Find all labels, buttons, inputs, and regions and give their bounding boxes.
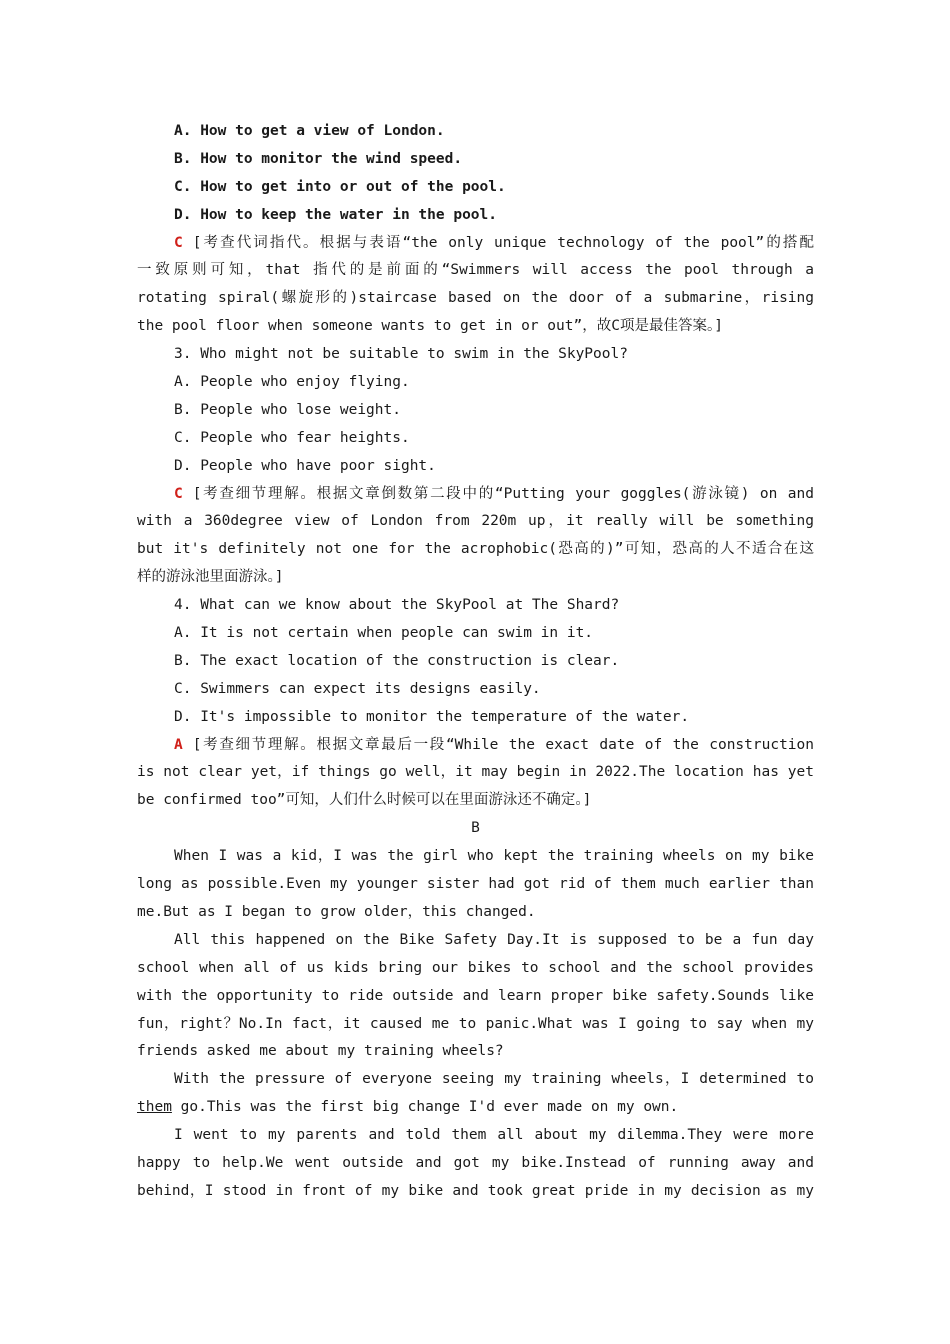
q2-answer-line-3: rotating spiral(螺旋形的)staircase based on the door of a submarine，rising [137, 290, 814, 307]
q2-option-d: D. How to keep the water in the pool. [174, 206, 498, 223]
passage-p1-line-1: When I was a kid，I was the girl who kept the training wheels on my bike [174, 848, 814, 865]
passage-p2-line-5: friends asked me about my training wheels? [137, 1043, 504, 1060]
q4-answer-line-1 [137, 732, 814, 760]
document-page [137, 118, 814, 1206]
q2-answer-line-2: 一致原则可知，that 指代的是前面的“Swimmers will access the pool through a [137, 262, 814, 279]
q4-option-d: D. It's impossible to monitor the temperature of the water. [174, 708, 690, 725]
q3-option-c: C. People who fear heights. [174, 429, 410, 446]
section-b-heading: B [471, 820, 480, 837]
q3-option-b: B. People who lose weight. [174, 401, 401, 418]
passage-p1-line-3: me.But as I began to grow older，this changed. [137, 903, 536, 920]
passage-p4-line-3: behind，I stood in front of my bike and took great pride in my decision as my [137, 1182, 814, 1199]
q2-option-b: B. How to monitor the wind speed. [174, 150, 463, 167]
passage-p3-line-2-rest: go.This was the first big change I'd ever made on my own. [171, 1099, 679, 1116]
passage-p1-line-2: long as possible.Even my younger sister had got rid of them much earlier than [137, 876, 814, 893]
q4-answer-letter: A [174, 736, 183, 753]
q3-answer-line-2: with a 360degree view of London from 220m up，it really will be something [137, 513, 814, 530]
q2-answer-line-4: the pool floor when someone wants to get in or out”，故C项是最佳答案。] [137, 318, 723, 335]
q3-option-a: A. People who enjoy flying. [174, 374, 410, 391]
passage-p2-line-4: fun，right？No.In fact，it caused me to panic.What was I going to say when my [137, 1015, 814, 1032]
q4-answer-text: [考查细节理解。根据文章最后一段“While the exact date of the construction [192, 736, 814, 753]
passage-p2-line-2: school when all of us kids bring our bikes to school and the school provides [137, 959, 814, 976]
q2-answer-text: [考查代词指代。根据与表语“the only unique technology of the pool”的搭配 [192, 234, 814, 251]
q2-answer-letter: C [174, 234, 183, 251]
passage-p4-line-1: I went to my parents and told them all about my dilemma.They were more [174, 1127, 814, 1144]
q2-option-c: C. How to get into or out of the pool. [174, 178, 506, 195]
q4-question: 4. What can we know about the SkyPool at The Shard? [174, 597, 620, 614]
q4-answer-line-3: be confirmed too”可知，人们什么时候可以在里面游泳还不确定。] [137, 792, 592, 809]
q4-answer-line-2: is not clear yet，if things go well，it may begin in 2022.The location has yet [137, 764, 814, 781]
q2-option-a: A. How to get a view of London. [174, 123, 445, 139]
q4-option-b: B. The exact location of the construction is clear. [174, 652, 620, 669]
q3-answer-letter: C [174, 485, 183, 502]
underlined-word-them: them [137, 1099, 172, 1116]
q3-question: 3. Who might not be suitable to swim in the SkyPool? [174, 346, 628, 363]
q4-option-c: C. Swimmers can expect its designs easily. [174, 680, 541, 697]
passage-p2-line-1: All this happened on the Bike Safety Day.It is supposed to be a fun day [174, 931, 814, 948]
q4-option-a: A. It is not certain when people can swim in it. [174, 625, 594, 642]
q3-option-d: D. People who have poor sight. [174, 457, 436, 474]
q3-answer-line-4: 样的游泳池里面游泳。] [137, 569, 284, 586]
q3-answer-line-3: but it's definitely not one for the acrophobic(恐高的)”可知，恐高的人不适合在这 [137, 541, 814, 558]
passage-p2-line-3: with the opportunity to ride outside and learn proper bike safety.Sounds like [137, 987, 814, 1004]
q3-answer-line-1 [137, 481, 814, 509]
q2-answer-line-1 [137, 230, 814, 258]
passage-p4-line-2: happy to help.We went outside and got my bike.Instead of running away and [137, 1154, 814, 1171]
passage-p3-line-2 [137, 1094, 814, 1122]
q3-answer-text: [考查细节理解。根据文章倒数第二段中的“Putting your goggles(游泳镜) on and [192, 485, 814, 502]
passage-p3-line-1: With the pressure of everyone seeing my training wheels，I determined to [174, 1071, 814, 1088]
